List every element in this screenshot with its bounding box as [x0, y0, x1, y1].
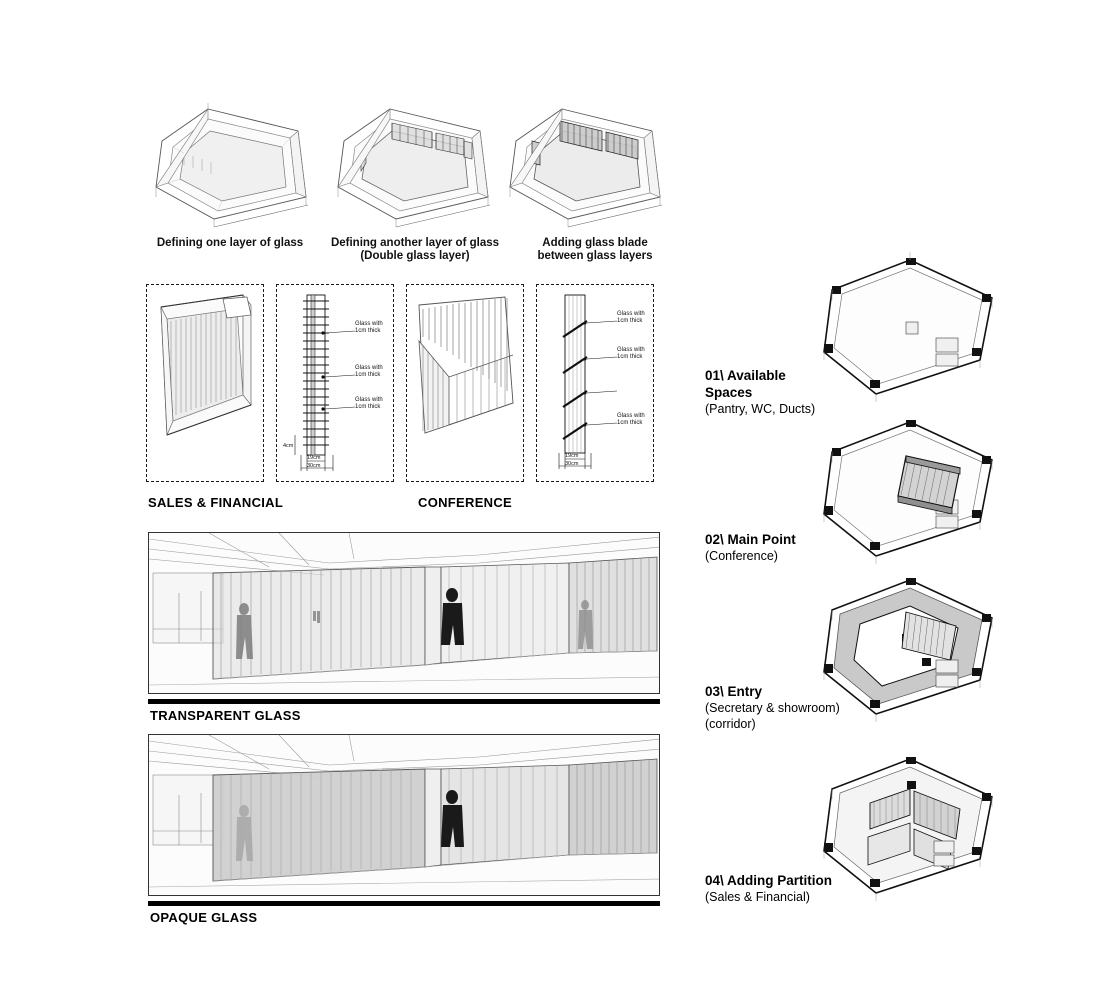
sales-callout-1-line1: Glass with [355, 321, 383, 327]
phase-03-number: 03\ [705, 684, 724, 699]
conference-dim-1: 19cm [565, 453, 579, 459]
label-transparent-glass: TRANSPARENT GLASS [150, 708, 301, 723]
top-caption-2 [325, 237, 505, 263]
sales-dim-2: 19cm [307, 455, 321, 461]
top-axo-svg [140, 95, 680, 235]
conference-callout-1-line2: 1cm thick [617, 318, 643, 324]
phase-02-title: Main Point [727, 532, 796, 547]
phase-02-number: 02\ [705, 532, 724, 547]
phase-04-title: Adding Partition [727, 873, 833, 888]
conference-callout-3-line1: Glass with [617, 413, 645, 419]
render-transparent-glass [148, 532, 660, 694]
top-caption-2-line2: (Double glass layer) [360, 250, 470, 262]
sales-callout-2-line1: Glass with [355, 365, 383, 371]
sales-axo-svg [147, 285, 262, 480]
phase-01-title-line [705, 367, 835, 401]
detail-panel-conference-axo [406, 284, 524, 482]
phase-01-title: Available Spaces [705, 368, 786, 400]
conference-callout-2-line1: Glass with [617, 347, 645, 353]
phase-03-extra: (corridor) [705, 717, 756, 731]
top-caption-1-line1: Defining one layer of glass [156, 237, 304, 249]
conference-axo-svg [407, 285, 522, 480]
sales-section-svg [277, 285, 392, 480]
top-caption-1 [150, 237, 310, 250]
rule-under-transparent [148, 699, 660, 704]
sales-callout-1 [355, 321, 383, 335]
detail-panel-sales-axo [146, 284, 264, 482]
conference-callout-3-line2: 1cm thick [617, 420, 643, 426]
detail-panel-conference-section [536, 284, 654, 482]
phase-03-subtitle: (Secretary & showroom) [705, 701, 840, 715]
top-caption-3-line1: Adding glass blade [542, 237, 648, 249]
top-caption-3 [520, 237, 670, 263]
conference-callout-1 [617, 311, 645, 325]
sales-dim-3: 30cm [307, 463, 321, 469]
conference-callout-3 [617, 413, 645, 427]
phase-02-title-line [705, 531, 845, 548]
sales-dim-1: 4cm [283, 443, 294, 449]
phase-03-title-line [705, 683, 855, 700]
conference-callout-2-line2: 1cm thick [617, 354, 643, 360]
sales-callout-3-line2: 1cm thick [355, 404, 381, 410]
sales-callout-2 [355, 365, 383, 379]
phase-04-title-line [705, 872, 855, 889]
render-opaque-svg [149, 735, 660, 896]
detail-panel-sales-section [276, 284, 394, 482]
top-caption-2-line1: Defining another layer of glass [330, 237, 500, 249]
phase-01-subtitle: (Pantry, WC, Ducts) [705, 402, 816, 416]
render-transparent-svg [149, 533, 660, 694]
conference-dim-2: 30cm [565, 461, 579, 467]
sales-callout-3-line1: Glass with [355, 397, 383, 403]
label-sales-financial: SALES & FINANCIAL [148, 495, 284, 510]
sales-callout-3 [355, 397, 383, 411]
render-opaque-glass [148, 734, 660, 896]
top-caption-3-line2: between glass layers [537, 250, 653, 262]
phase-04-subtitle: (Sales & Financial) [705, 890, 810, 904]
phase-02-subtitle: (Conference) [705, 549, 778, 563]
sales-callout-2-line2: 1cm thick [355, 372, 381, 378]
phase-axo-01 [810, 248, 1020, 408]
phase-label-03 [705, 683, 855, 732]
label-opaque-glass: OPAQUE GLASS [150, 910, 258, 925]
sales-callout-1-line2: 1cm thick [355, 328, 381, 334]
phase-04-number: 04\ [705, 873, 724, 888]
phase-01-svg [810, 248, 1020, 408]
rule-under-opaque [148, 901, 660, 906]
phase-01-number: 01\ [705, 368, 724, 383]
phase-label-04 [705, 872, 855, 905]
conference-callout-2 [617, 347, 645, 361]
top-axo-row [140, 95, 680, 235]
phase-03-title: Entry [727, 684, 763, 699]
phase-label-02 [705, 531, 845, 564]
conference-callout-1-line1: Glass with [617, 311, 645, 317]
label-conference: CONFERENCE [418, 495, 513, 510]
